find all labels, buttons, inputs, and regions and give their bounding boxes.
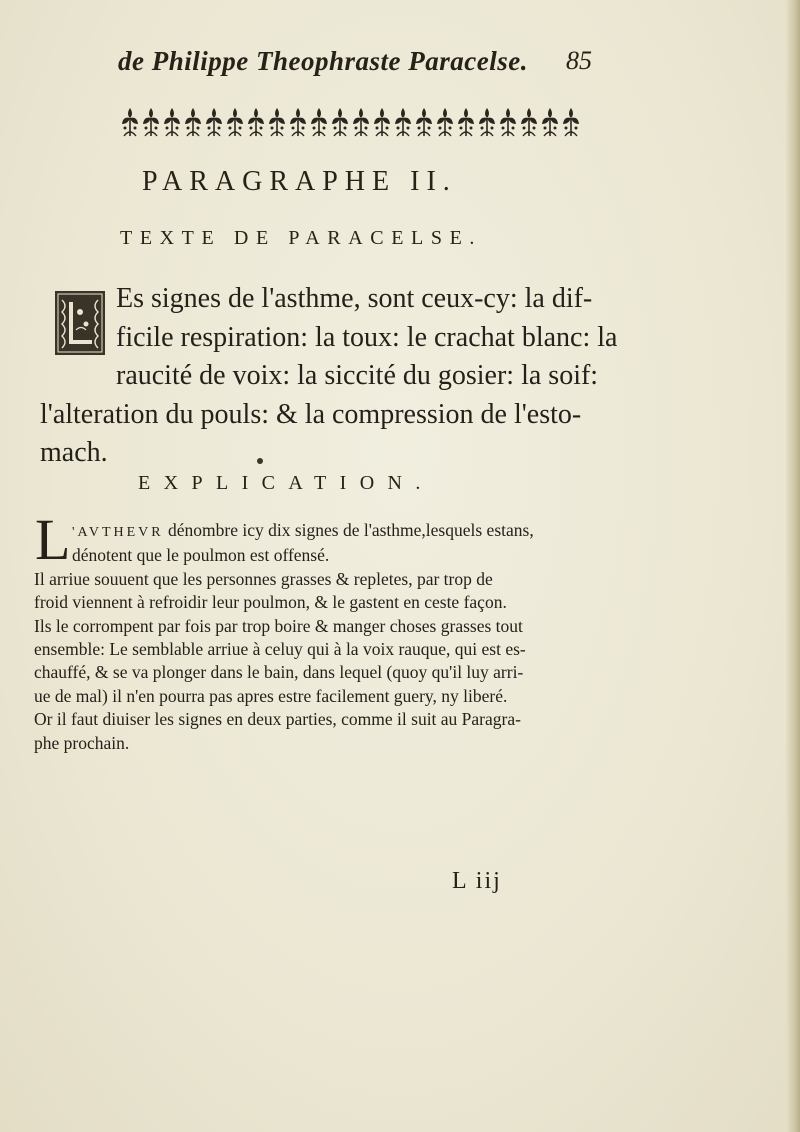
fleuron-glyph	[290, 108, 306, 136]
commentary-text	[34, 519, 634, 755]
text-line: ficile respiration: la toux: le crachat blanc: la	[116, 321, 618, 353]
fleuron-glyph	[206, 108, 222, 136]
page-spine-edge	[786, 0, 800, 1132]
text-line: Es signes de l'asthme, sont ceux-cy: la dif-	[116, 283, 593, 314]
fleuron-glyph	[500, 108, 516, 136]
text-line: raucité de voix: la siccité du gosier: la soif:	[116, 360, 599, 391]
fleuron-glyph	[143, 108, 159, 136]
signature-mark: L iij	[452, 868, 502, 894]
commentary-line: phe prochain.	[34, 732, 130, 753]
fleuron-glyph	[437, 108, 453, 136]
fleuron-glyph	[563, 108, 579, 136]
fleuron-glyph	[458, 108, 474, 136]
fleuron-glyph	[416, 108, 432, 136]
ink-dot	[257, 458, 263, 464]
paracelsus-text	[40, 280, 618, 473]
page-header	[0, 38, 800, 88]
fleuron-band-icon	[118, 104, 592, 140]
commentary-line: dénotent que le poulmon est offensé.	[72, 545, 330, 566]
commentary-first-line	[34, 519, 634, 544]
commentary-line: Ils le corrompent par fois par trop boire & manger choses grasses tout	[34, 615, 523, 636]
commentary-line: froid viennent à refroidir leur poulmon, & le gastent en ceste façon.	[34, 592, 507, 613]
text-line: l'alteration du pouls: & la compression de l'esto-	[40, 398, 582, 430]
fleuron-glyph	[374, 108, 390, 136]
commentary-line: ensemble: Le semblable arriue à celuy qui à la voix rauque, qui est es-	[34, 639, 526, 660]
commentary-line: chauffé, & se va plonger dans le bain, dans lequel (quoy qu'il luy arri-	[34, 662, 524, 683]
text-line: mach.	[40, 437, 108, 468]
text-heading: TEXTE DE PARACELSE.	[120, 227, 482, 249]
author-small-caps: 'AVTHEVR	[72, 525, 164, 540]
fleuron-glyph	[332, 108, 348, 136]
fleuron-glyph	[521, 108, 537, 136]
explication-heading: EXPLICATION.	[138, 472, 434, 494]
fleuron-glyph	[311, 108, 327, 136]
fleuron-glyph	[122, 108, 138, 136]
paragraph-heading: PARAGRAPHE II.	[142, 166, 457, 197]
fleuron-glyph	[248, 108, 264, 136]
running-title: de Philippe Theophraste Paracelse.	[118, 46, 528, 76]
fleuron-glyph	[227, 108, 243, 136]
commentary-line-rest: dénombre icy dix signes de l'asthme,lesquels estans,	[163, 520, 534, 540]
fleuron-glyph	[269, 108, 285, 136]
fleuron-glyph	[353, 108, 369, 136]
page-number: 85	[566, 46, 592, 75]
fleuron-glyph	[542, 108, 558, 136]
drop-initial: L	[35, 507, 71, 572]
fleuron-glyph	[395, 108, 411, 136]
fleuron-glyph	[185, 108, 201, 136]
fleuron-glyph	[479, 108, 495, 136]
commentary-line: ue de mal) il n'en pourra pas apres estre facilement guery, ny liberé.	[34, 685, 508, 706]
commentary-line: Or il faut diuiser les signes en deux parties, comme il suit au Paragra-	[34, 709, 521, 730]
commentary-line: Il arriue souuent que les personnes grasses & repletes, par trop de	[34, 568, 493, 589]
fleuron-glyph	[164, 108, 180, 136]
